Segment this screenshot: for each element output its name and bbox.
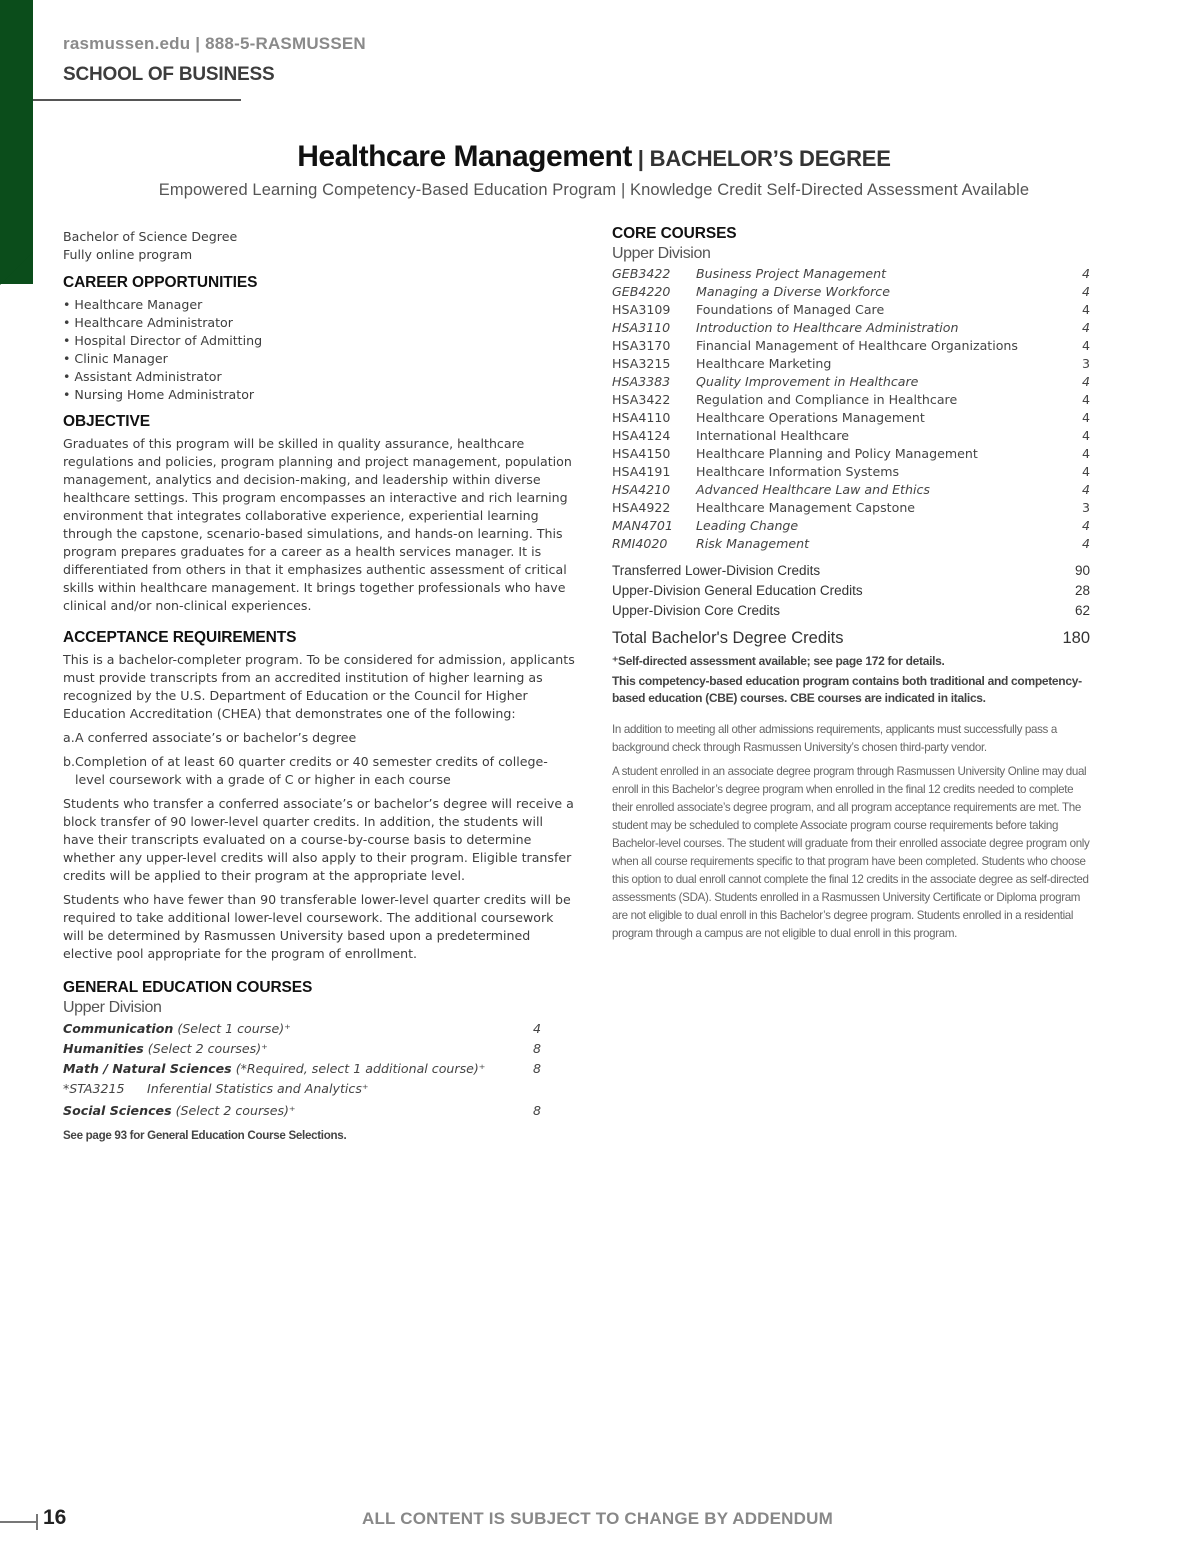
option-a-marker: a. [63,730,75,745]
acceptance-option-a [63,729,575,747]
delivery-mode: Fully online program [63,247,193,262]
objective-text: Graduates of this program will be skilled in quality assurance, healthcare regulations and policies, program planning and project management, population management, analytics and decision-making, and leadership within diverse healthcare settings. This program encompasses an interactive and rich learning environment that integrates collaborative experience, experiential learning through the capstone, scenario-based simulations, and hands-on learning. This program prepares graduates for a career as a health services manager. It is differentiated from others in that it emphasizes authentic assessment of critical skills within healthcare management. It brings together professionals who have clinical and/or non-clinical experiences. [63,436,572,613]
table-row [612,283,1090,301]
course-name: Foundations of Managed Care [696,302,885,317]
course-code: HSA4210 [612,482,671,497]
course-name: Managing a Diverse Workforce [696,284,890,299]
brand-side-bar-tip [0,230,33,285]
footer-disclaimer: ALL CONTENT IS SUBJECT TO CHANGE BY ADDENDUM [362,1509,833,1528]
gen-ed-table [63,1019,575,1121]
course-credits: 4 [1081,518,1090,533]
acceptance-option-b [63,753,575,789]
list-item: • Healthcare Administrator [63,315,233,330]
summary-label: Upper-Division Core Credits [612,603,781,618]
right-column [612,225,1090,943]
gen-ed-credits: 8 [532,1103,541,1118]
course-code: HSA3109 [612,302,671,317]
table-row [612,265,1090,283]
gen-ed-area: Math / Natural Sciences [63,1061,232,1076]
table-row [612,481,1090,499]
course-credits: 4 [1081,482,1090,497]
program-title: Healthcare Management [297,140,632,173]
table-row [612,391,1090,409]
table-row [612,319,1090,337]
school-name: SCHOOL OF BUSINESS [63,64,275,85]
table-row [612,499,1090,517]
table-row [612,301,1090,319]
gen-ed-credits: 4 [532,1021,541,1036]
course-name: Healthcare Management Capstone [696,500,916,515]
table-row [63,1019,575,1039]
list-item: • Healthcare Manager [63,297,203,312]
course-name: Financial Management of Healthcare Organizations [696,338,1018,353]
table-row [612,355,1090,373]
lower-level-paragraph: Students who have fewer than 90 transferable lower-level quarter credits will be required to take additional lower-level coursework. The additional coursework will be determined by Rasmussen University based upon a predetermined elective pool appropriate for the program of enrollment. [63,892,571,961]
gen-ed-subheading: Upper Division [63,999,162,1016]
course-code: RMI4020 [612,536,668,551]
option-b-text: Completion of at least 60 quarter credits or 40 semester credits of college-level coursework with a grade of C or higher in each course [75,754,548,787]
site-contact: rasmussen.edu | 888-5-RASMUSSEN [63,34,366,53]
total-label: Total Bachelor's Degree Credits [612,629,844,647]
objective-heading: OBJECTIVE [63,413,150,430]
course-name: Quality Improvement in Healthcare [696,374,919,389]
course-credits: 4 [1081,320,1090,335]
course-code: HSA4124 [612,428,671,443]
course-code: HSA4110 [612,410,671,425]
course-name: Advanced Healthcare Law and Ethics [696,482,930,497]
gen-ed-area: Social Sciences [63,1103,172,1118]
table-row [612,373,1090,391]
table-row [612,445,1090,463]
course-code: GEB4220 [612,284,671,299]
acceptance-heading: ACCEPTANCE REQUIREMENTS [63,629,297,646]
course-credits: 4 [1081,428,1090,443]
gen-ed-detail: (Select 2 courses)⁺ [171,1103,296,1118]
table-row [612,337,1090,355]
page-header [63,34,366,86]
core-course-table [612,265,1090,553]
course-name: International Healthcare [696,428,850,443]
course-code: HSA3383 [612,374,671,389]
table-row [612,427,1090,445]
table-row [63,1059,575,1079]
gen-ed-credits: 8 [532,1041,541,1056]
footer-rule [0,1521,36,1523]
table-row [63,1101,575,1121]
career-list [63,296,575,404]
course-credits: 4 [1081,410,1090,425]
course-name: Regulation and Compliance in Healthcare [696,392,958,407]
list-item: • Clinic Manager [63,351,168,366]
course-code: HSA3170 [612,338,671,353]
course-credits: 4 [1081,338,1090,353]
course-name: Introduction to Healthcare Administration [696,320,959,335]
background-check-note: In addition to meeting all other admissions requirements, applicants must successfully pass a background check through Rasmussen University’s chosen third-party vendor. [612,723,1057,754]
dual-enroll-note: A student enrolled in an associate degree program through Rasmussen University Online may dual enroll in this Bachelor’s degree program when enrolled in the final 12 credits needed to complete their enrolled associate’s degree program, and all program acceptance requirements are met. The student may be scheduled to complete Associate program course requirements before taking Bachelor-level courses. The student will graduate from their enrolled associate degree program only when all course requirements specific to that program have been completed. Students who choose this option to dual enroll cannot complete the final 12 credits in the associate degree as self-directed assessments (SDA). Students enrolled in a Rasmussen University Certificate or Diploma program are not eligible to dual enroll in this Bachelor’s degree program. Students enrolled in a residential program through a campus are not eligible to dual enroll in this program. [612,765,1090,940]
degree-label: BACHELOR’S DEGREE [649,146,891,171]
table-row [63,1039,575,1059]
footer-tick [36,1514,38,1530]
course-credits: 4 [1081,302,1090,317]
career-heading: CAREER OPPORTUNITIES [63,274,258,291]
transfer-paragraph: Students who transfer a conferred associate’s or bachelor’s degree will receive a block transfer of 90 lower-level quarter credits. In addition, the students will have their transcripts evaluated on a course-by-course basis to determine whether any upper-level credits will also apply to their program. Eligible transfer credits will be applied to their program at the appropriate level. [63,796,574,883]
course-code: HSA3215 [612,356,671,371]
page-number: 16 [43,1506,67,1529]
course-code: MAN4701 [612,518,673,533]
course-name: Risk Management [696,536,810,551]
course-credits: 3 [1081,356,1090,371]
total-value: 180 [1062,629,1090,647]
course-code: HSA4922 [612,500,671,515]
course-code: GEB3422 [612,266,671,281]
course-name: Healthcare Marketing [696,356,832,371]
list-item: • Hospital Director of Admitting [63,333,263,348]
course-credits: 4 [1081,392,1090,407]
table-row [612,517,1090,535]
table-row [63,1079,575,1099]
list-item: • Assistant Administrator [63,369,222,384]
summary-row [612,561,1090,581]
degree-type: Bachelor of Science Degree [63,229,238,244]
sta-course-name: Inferential Statistics and Analytics⁺ [147,1081,369,1096]
sda-note: ⁺Self-directed assessment available; see page 172 for details. [612,654,945,668]
page-title [0,140,1188,174]
gen-ed-detail: (Select 2 courses)⁺ [143,1041,268,1056]
course-credits: 3 [1081,500,1090,515]
summary-value: 62 [1074,603,1090,618]
gen-ed-detail: (*Required, select 1 additional course)⁺ [231,1061,486,1076]
summary-value: 28 [1074,583,1090,598]
gen-ed-area: Communication [63,1021,174,1036]
course-name: Business Project Management [696,266,887,281]
course-credits: 4 [1081,266,1090,281]
course-code: HSA3110 [612,320,671,335]
credit-summary [612,561,1090,649]
course-name: Healthcare Operations Management [696,410,925,425]
program-subtitle: Empowered Learning Competency-Based Education Program | Knowledge Credit Self-Directed Assessment Available [158,181,1030,199]
cbe-note: This competency-based education program contains both traditional and competency-based education (CBE) courses. CBE courses are indicated in italics. [612,674,1082,705]
option-b-marker: b. [63,754,75,769]
course-credits: 4 [1081,284,1090,299]
summary-label: Upper-Division General Education Credits [612,583,863,598]
sta-course-code: *STA3215 [63,1081,125,1096]
title-separator: | [631,146,650,171]
gen-ed-heading: GENERAL EDUCATION COURSES [63,979,313,996]
header-divider [33,99,241,101]
table-row [612,463,1090,481]
option-a-text: A conferred associate’s or bachelor’s degree [75,730,357,745]
gen-ed-area: Humanities [63,1041,144,1056]
total-row [612,627,1090,649]
course-name: Leading Change [696,518,799,533]
course-code: HSA4191 [612,464,671,479]
left-column [63,228,575,1144]
acceptance-intro: This is a bachelor-completer program. To be considered for admission, applicants must provide transcripts from an accredited institution of higher learning as recognized by the U.S. Department of Education or the Council for Higher Education Accreditation (CHEA) that demonstrates one of the following: [63,652,575,721]
summary-label: Transferred Lower-Division Credits [612,563,821,578]
course-code: HSA4150 [612,446,671,461]
course-credits: 4 [1081,464,1090,479]
summary-row [612,601,1090,621]
gen-ed-credits: 8 [532,1061,541,1076]
summary-row [612,581,1090,601]
course-credits: 4 [1081,446,1090,461]
course-code: HSA3422 [612,392,671,407]
core-subheading: Upper Division [612,245,711,262]
gen-ed-detail: (Select 1 course)⁺ [173,1021,291,1036]
course-name: Healthcare Planning and Policy Management [696,446,978,461]
course-credits: 4 [1081,374,1090,389]
gen-ed-note: See page 93 for General Education Course Selections. [63,1129,347,1142]
core-heading: CORE COURSES [612,225,737,242]
table-row [612,535,1090,553]
course-name: Healthcare Information Systems [696,464,900,479]
list-item: • Nursing Home Administrator [63,387,255,402]
summary-value: 90 [1074,563,1090,578]
table-row [612,409,1090,427]
course-credits: 4 [1081,536,1090,551]
